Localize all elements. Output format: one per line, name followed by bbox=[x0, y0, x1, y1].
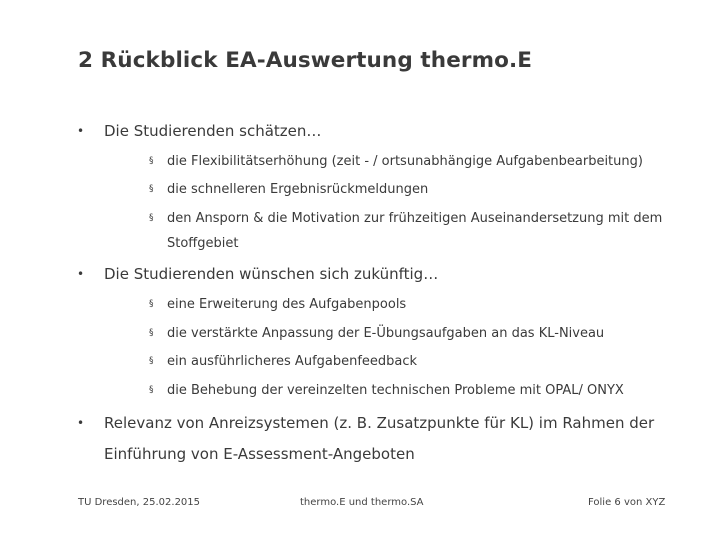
sub-bullet-icon: § bbox=[149, 299, 154, 309]
bullet-text: Die Studierenden wünschen sich zukünftig… bbox=[104, 265, 439, 283]
sub-bullet-icon: § bbox=[149, 385, 154, 395]
sub-bullet-item bbox=[149, 149, 687, 174]
slide-title: 2 Rückblick EA-Auswertung thermo.E bbox=[78, 48, 533, 73]
bullet-icon: • bbox=[77, 124, 85, 138]
sub-bullet-item bbox=[149, 349, 687, 374]
bullet-text: Die Studierenden schätzen… bbox=[104, 122, 322, 140]
sub-bullet-text: eine Erweiterung des Aufgabenpools bbox=[167, 297, 407, 312]
footer-left: TU Dresden, 25.02.2015 bbox=[78, 497, 201, 508]
bullet-item bbox=[77, 259, 674, 290]
sub-bullet-item bbox=[149, 292, 687, 317]
sub-bullet-icon: § bbox=[149, 356, 154, 366]
sub-bullet-icon: § bbox=[149, 156, 154, 166]
bullet-item bbox=[77, 116, 674, 147]
sub-bullet-text: den Ansporn & die Motivation zur frühzeitigen Auseinandersetzung mit dem Stoffgebiet bbox=[167, 211, 663, 251]
footer-center: thermo.E und thermo.SA bbox=[300, 497, 424, 508]
sub-bullet-icon: § bbox=[149, 184, 154, 194]
sub-bullet-item bbox=[149, 321, 687, 346]
sub-bullet-text: die Flexibilitätserhöhung (zeit - / ortsunabhängige Aufgabenbearbeitung) bbox=[167, 154, 643, 169]
footer-right: Folie 6 von XYZ bbox=[588, 497, 666, 508]
bullet-item bbox=[77, 408, 694, 470]
sub-bullet-item bbox=[149, 177, 687, 202]
sub-bullet-text: die verstärkte Anpassung der E-Übungsaufgaben an das KL-Niveau bbox=[167, 326, 605, 341]
sub-bullet-text: die Behebung der vereinzelten technischen Probleme mit OPAL/ ONYX bbox=[167, 383, 624, 398]
sub-bullet-icon: § bbox=[149, 213, 154, 223]
sub-bullet-text: ein ausführlicheres Aufgabenfeedback bbox=[167, 354, 418, 369]
sub-bullet-text: die schnelleren Ergebnisrückmeldungen bbox=[167, 182, 429, 197]
sub-bullet-item bbox=[149, 378, 702, 403]
bullet-text: Relevanz von Anreizsystemen (z. B. Zusatzpunkte für KL) im Rahmen der Einführung von E-Assessment-Angeboten bbox=[104, 414, 655, 463]
sub-bullet-icon: § bbox=[149, 328, 154, 338]
sub-bullet-item bbox=[149, 206, 672, 256]
bullet-icon: • bbox=[77, 267, 85, 281]
bullet-icon: • bbox=[77, 416, 85, 430]
